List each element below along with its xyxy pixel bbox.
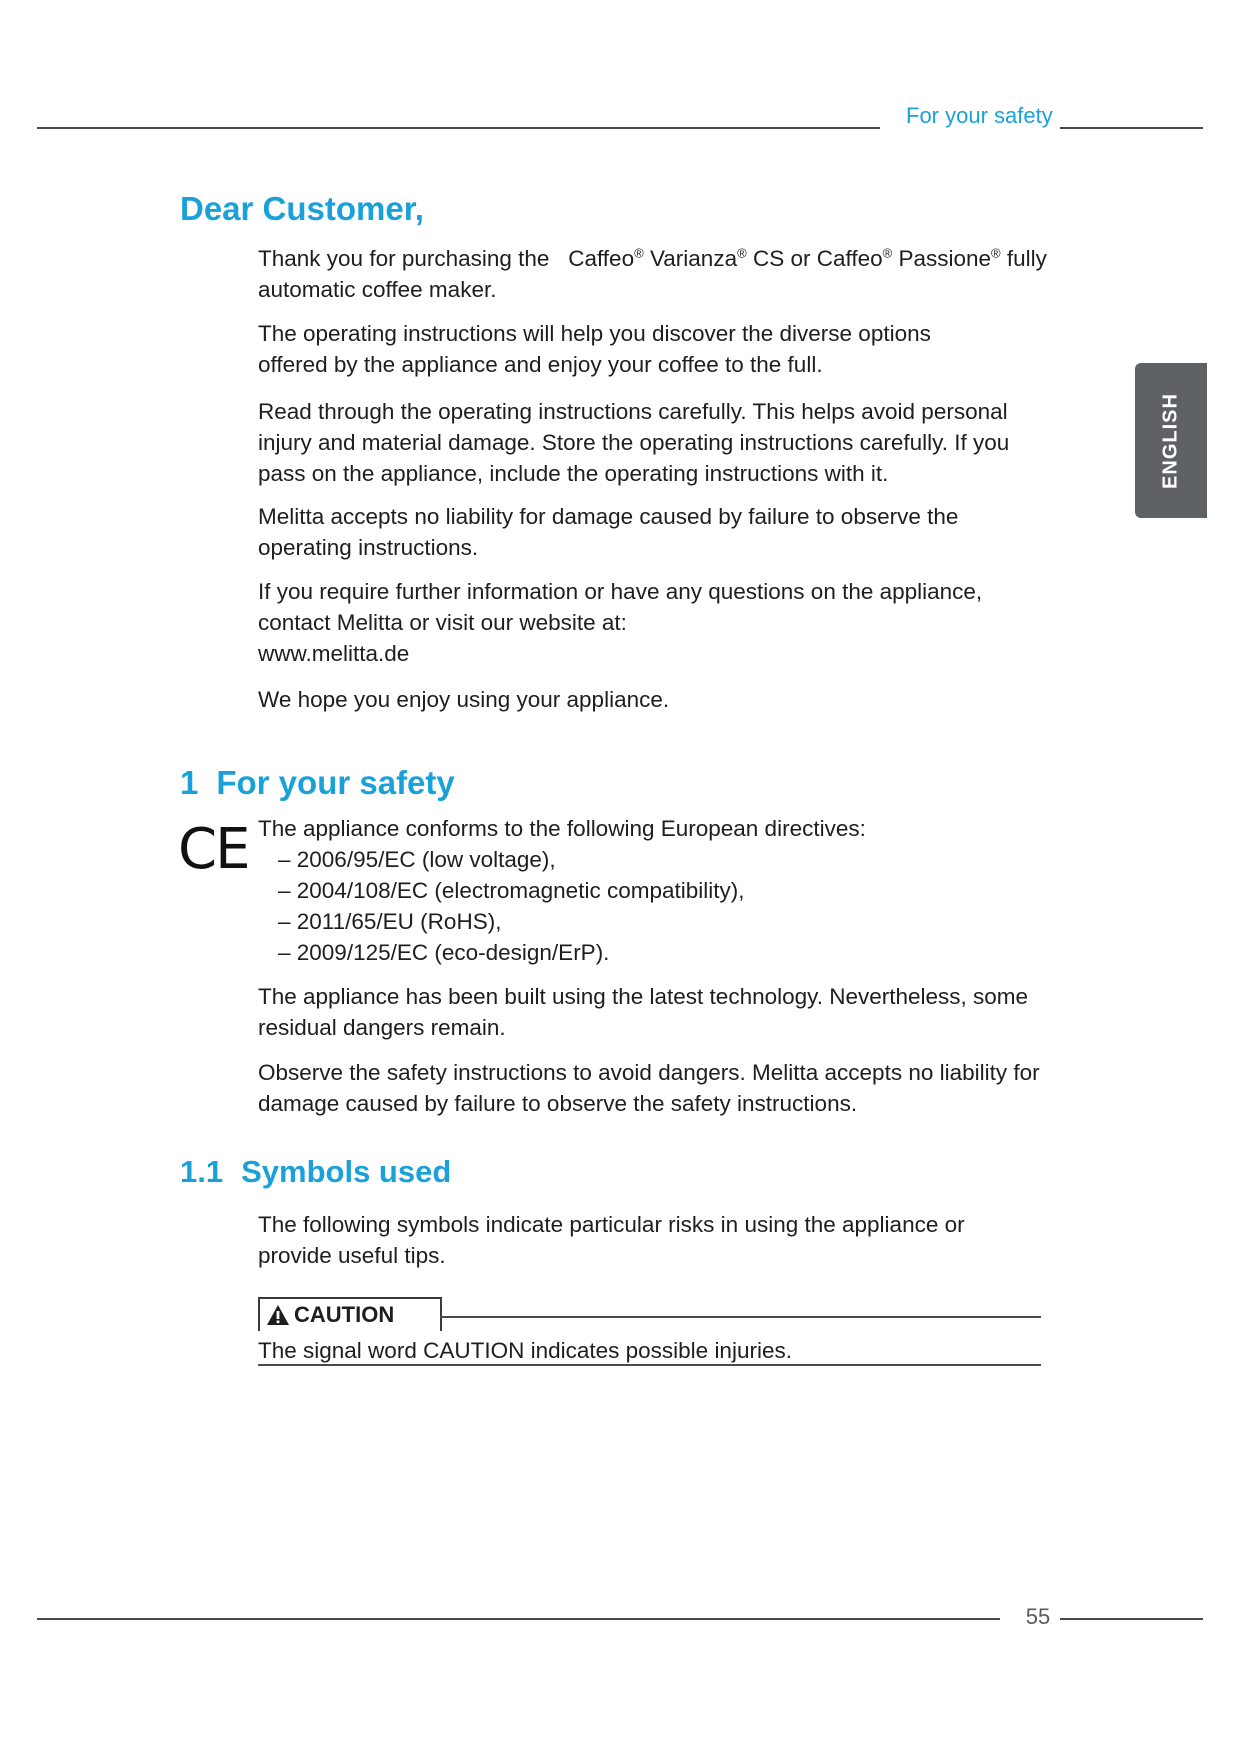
- product-passione: Passione: [898, 246, 992, 271]
- symbols-intro-text: The following symbols indicate particular risks in using the appliance or provide useful tips.: [258, 1212, 965, 1268]
- warning-triangle-icon: [266, 1304, 290, 1326]
- language-tab: [1135, 363, 1207, 518]
- intro-p5: [258, 576, 1048, 669]
- directive-item: – 2011/65/EU (RoHS),: [278, 906, 1068, 937]
- directive-list: [258, 844, 1068, 968]
- ce-mark-icon: CE: [178, 817, 249, 882]
- registered-mark: ®: [634, 245, 644, 261]
- header-rule-right: [1060, 127, 1203, 129]
- footer-rule-right: [1060, 1618, 1203, 1620]
- caution-bottom-rule: [258, 1364, 1041, 1366]
- section-number: 1: [180, 764, 199, 801]
- registered-mark: ®: [737, 245, 747, 261]
- greeting-heading: Dear Customer,: [180, 190, 424, 227]
- product-caffeo: Caffeo: [568, 246, 635, 271]
- intro-p5-text: If you require further information or have any questions on the appliance, contact Melitta or visit our website at:: [258, 579, 983, 635]
- section-title: For your safety: [216, 764, 455, 801]
- caution-label: CAUTION: [294, 1302, 395, 1327]
- product-cs-or-caffeo: CS or Caffeo: [752, 246, 883, 271]
- safety-p-observe: [258, 1057, 1068, 1119]
- section-heading-safety: [180, 764, 455, 802]
- caution-description: The signal word CAUTION indicates possible injuries.: [258, 1338, 792, 1363]
- language-tab-label: ENGLISH: [1159, 392, 1182, 489]
- safety-p-tech: [258, 981, 1038, 1043]
- intro-p3-text: Read through the operating instructions carefully. This helps avoid personal injury and material damage. Store the operating instructions carefully. If you pass on the appliance, include the operating instructions with it.: [258, 399, 1010, 486]
- intro-p4: [258, 501, 1028, 563]
- product-suffix: automatic coffee maker.: [258, 277, 497, 302]
- caution-top-rule: [440, 1316, 1041, 1318]
- intro-thank-prefix: Thank you for purchasing the: [258, 246, 550, 271]
- website-link[interactable]: www.melitta.de: [258, 641, 410, 666]
- safety-p-observe-text: Observe the safety instructions to avoid dangers. Melitta accepts no liability for damage caused by failure to observe the safety instructions.: [258, 1060, 1040, 1116]
- registered-mark: ®: [991, 245, 1001, 261]
- safety-p-tech-text: The appliance has been built using the latest technology. Nevertheless, some residual dangers remain.: [258, 984, 1029, 1040]
- conformity-block: [258, 813, 1068, 968]
- caution-label-box: [258, 1297, 442, 1331]
- intro-p2-text: The operating instructions will help you discover the diverse options offered by the appliance and enjoy your coffee to the full.: [258, 321, 931, 377]
- footer-rule-left: [37, 1618, 1000, 1620]
- product-fully: fully: [1006, 246, 1047, 271]
- intro-p2: [258, 318, 978, 380]
- conformity-text: The appliance conforms to the following European directives:: [258, 816, 866, 841]
- intro-p6: [258, 684, 1068, 715]
- directive-item: – 2009/125/EC (eco-design/ErP).: [278, 937, 1068, 968]
- subsection-heading-symbols: [180, 1154, 451, 1190]
- intro-p4-text: Melitta accepts no liability for damage caused by failure to observe the operating instructions.: [258, 504, 959, 560]
- intro-p6-text: We hope you enjoy using your appliance.: [258, 687, 670, 712]
- page-number: 55: [1025, 1604, 1051, 1629]
- registered-mark: ®: [882, 245, 893, 261]
- directive-item: – 2006/95/EC (low voltage),: [278, 844, 1068, 875]
- running-header-title: For your safety: [906, 103, 1053, 128]
- symbols-intro: [258, 1209, 1038, 1271]
- directive-item: – 2004/108/EC (electromagnetic compatibility),: [278, 875, 1068, 906]
- subsection-title: Symbols used: [241, 1154, 452, 1189]
- product-varianza: Varianza: [649, 246, 738, 271]
- subsection-number: 1.1: [180, 1154, 224, 1189]
- intro-p3: [258, 396, 1058, 489]
- header-rule-left: [37, 127, 880, 129]
- intro-p1: [258, 243, 1068, 305]
